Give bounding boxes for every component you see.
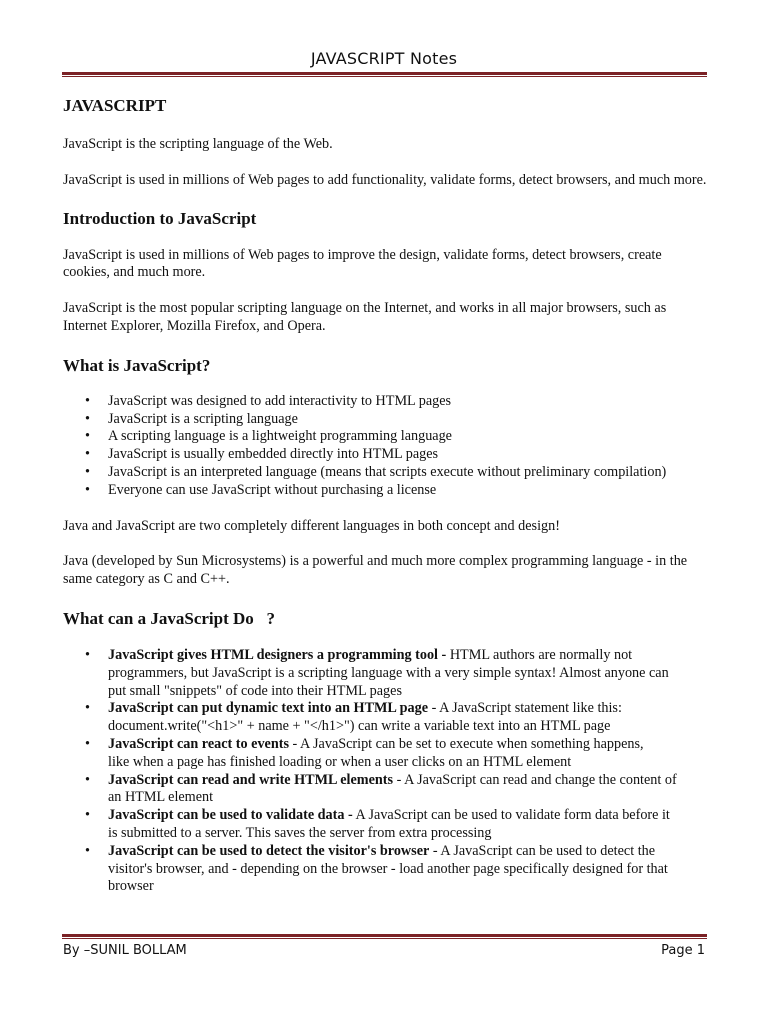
list-item: • JavaScript is a scripting language [108,411,708,429]
list-item: • JavaScript was designed to add interactivity to HTML pages [108,393,708,411]
list-item [108,772,708,808]
section-heading-what-can-do: What can a JavaScript Do ? [63,608,276,628]
list-item [108,807,708,843]
list-item-bold-lead: JavaScript can put dynamic text into an HTML page [108,700,429,717]
footer-page-number: Page 1 [661,943,705,958]
list-item [108,700,708,736]
what-is-paragraph-1: Java and JavaScript are two completely different languages in both concept and design! [63,517,560,534]
what-can-do-bullet-list [63,647,708,896]
what-is-paragraph-2: Java (developed by Sun Microsystems) is a powerful and much more complex programming language - in the same category as C and C++. [63,553,688,588]
list-item-text: - A JavaScript can read and change the content of an HTML element [108,771,677,806]
intro-paragraph-2: JavaScript is used in millions of Web pages to add functionality, validate forms, detect browsers, and much more. [63,171,707,188]
document-body [63,96,708,896]
list-item: • JavaScript is usually embedded directly into HTML pages [108,446,708,464]
list-item [108,647,708,700]
list-item-text: A JavaScript can be used to validate form data before it is submitted to a server. This saves the server from extra processing [108,807,670,841]
intro-paragraph-1: JavaScript is the scripting language of the Web. [63,136,333,152]
document-title: JAVASCRIPT [63,96,167,115]
list-item: • Everyone can use JavaScript without purchasing a license [108,482,708,500]
introduction-paragraph-1: JavaScript is used in millions of Web pages to improve the design, validate forms, detect browsers, create cookies, and much more. [63,246,662,281]
page-header-title: JAVASCRIPT Notes [310,49,458,68]
what-is-bullet-list [63,393,708,500]
list-item-bold-lead: JavaScript can react to events [108,735,289,752]
list-item-bold-lead: JavaScript can be used to detect the visitor's browser [108,842,430,859]
list-item-bold-lead: JavaScript can read and write HTML elements [108,771,394,788]
list-item [108,736,708,772]
footer-author: By –SUNIL BOLLAM [63,943,187,958]
list-item: • JavaScript is an interpreted language (means that scripts execute without preliminary compilation) [108,464,708,482]
list-item-text: - A JavaScript can be set to execute when something happens, like when a page has finished loading or when a user clicks on an HTML element [108,735,644,770]
list-item: • A scripting language is a lightweight programming language [108,428,708,446]
list-item-bold-lead: JavaScript can be used to validate data - [108,807,353,824]
introduction-paragraph-2: JavaScript is the most popular scripting language on the Internet, and works in all major browsers, such as Internet Explorer, Mozilla Firefox, and Opera. [63,300,667,334]
section-heading-introduction: Introduction to JavaScript [63,208,257,228]
list-item-text: - A JavaScript statement like this: document.write("<h1>" + name + "</h1>") can write a variable text into an HTML page [108,700,622,735]
header-rule [62,72,707,77]
list-item-bold-lead: JavaScript gives HTML designers a programming tool - [108,646,447,663]
list-item-text: HTML authors are normally not programmers, but JavaScript is a scripting language with a very simple syntax! Almost anyone can put small "snippets" of code into their HTML pages [108,646,669,699]
section-heading-what-is: What is JavaScript? [63,355,211,375]
list-item [108,843,708,896]
list-item-text: - A JavaScript can be used to detect the visitor's browser, and - depending on the browser - load another page specifically designed for that browser [108,842,668,895]
footer-rule [62,934,707,939]
